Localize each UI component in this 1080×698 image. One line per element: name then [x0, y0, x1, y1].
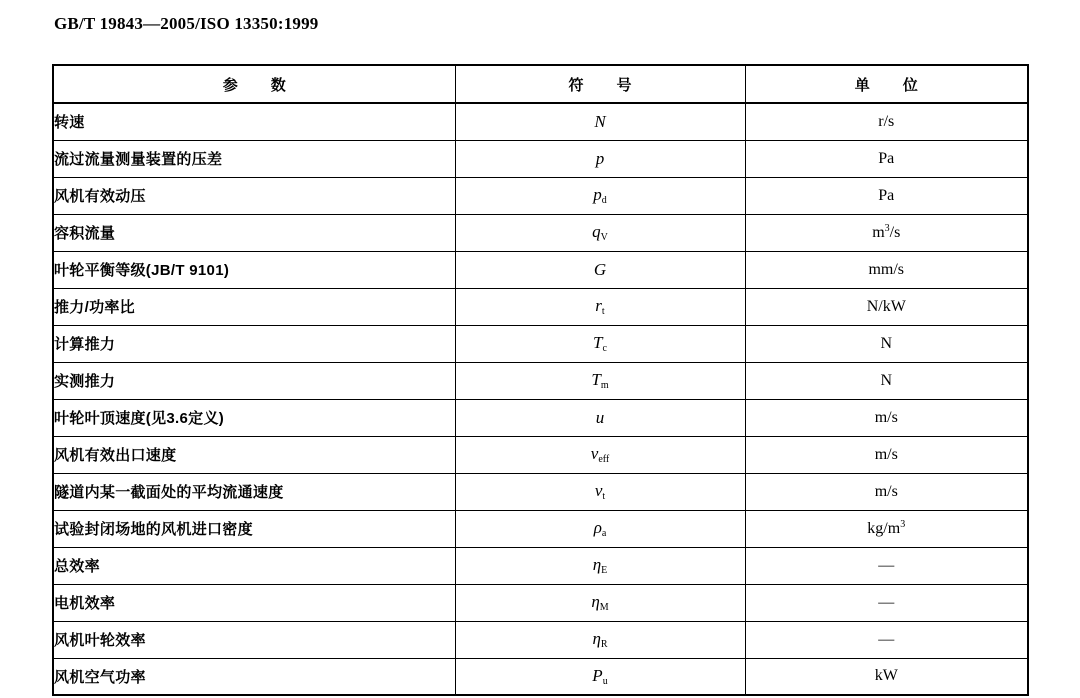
symbol-subscript: eff — [598, 454, 610, 465]
table-row — [53, 103, 1028, 140]
unit-label: $kg/m^3$ — [867, 519, 906, 537]
symbol-glyph: $\rho_a$ — [593, 518, 607, 539]
symbol-glyph: $v_t$ — [594, 481, 606, 502]
symbol-cell — [455, 584, 745, 621]
parameter-table-container — [52, 64, 1027, 696]
symbol-glyph: p — [595, 148, 605, 168]
table-row — [53, 325, 1028, 362]
symbol-subscript: E — [601, 565, 608, 576]
symbol-cell — [455, 510, 745, 547]
table-body — [53, 103, 1028, 695]
symbol-cell — [455, 177, 745, 214]
header-label-symbol: 符 号 — [568, 76, 641, 94]
parameter-cell: 总效率 — [53, 547, 455, 584]
table-row — [53, 288, 1028, 325]
symbol-glyph: $r_t$ — [595, 296, 605, 317]
table-header-row — [53, 65, 1028, 103]
symbol-glyph: $\eta_E$ — [592, 555, 608, 576]
unit-cell — [745, 251, 1028, 288]
symbol-cell — [455, 140, 745, 177]
symbol-glyph: $T_c$ — [593, 333, 607, 354]
symbol-cell — [455, 251, 745, 288]
parameter-cell: 风机有效动压 — [53, 177, 455, 214]
header-cell-parameter — [53, 65, 455, 103]
table-row — [53, 177, 1028, 214]
unit-cell — [745, 584, 1028, 621]
table-row — [53, 140, 1028, 177]
parameter-cell: 流过流量测量装置的压差 — [53, 140, 455, 177]
parameter-cell: 风机空气功率 — [53, 658, 455, 695]
unit-label: mm/s — [868, 260, 905, 278]
symbol-subscript: u — [602, 675, 608, 687]
symbol-cell — [455, 473, 745, 510]
parameter-cell: 推力/功率比 — [53, 288, 455, 325]
unit-label: — — [878, 556, 895, 574]
symbol-subscript: t — [602, 491, 606, 502]
symbol-subscript: c — [602, 343, 607, 354]
table-row — [53, 473, 1028, 510]
symbol-cell — [455, 621, 745, 658]
symbol-cell — [455, 214, 745, 251]
symbol-subscript: R — [600, 639, 608, 650]
unit-cell — [745, 473, 1028, 510]
unit-cell — [745, 140, 1028, 177]
symbol-subscript: m — [600, 380, 609, 391]
unit-label: Pa — [878, 186, 895, 204]
unit-label: N — [880, 371, 893, 389]
symbol-cell — [455, 547, 745, 584]
unit-label: m/s — [874, 482, 898, 500]
parameter-cell: 转速 — [53, 103, 455, 140]
unit-cell — [745, 436, 1028, 473]
unit-cell — [745, 399, 1028, 436]
table-row — [53, 436, 1028, 473]
table-row — [53, 251, 1028, 288]
parameter-table — [52, 64, 1029, 696]
symbol-subscript: t — [601, 306, 605, 317]
table-row — [53, 362, 1028, 399]
parameter-cell: 实测推力 — [53, 362, 455, 399]
table-row — [53, 214, 1028, 251]
symbol-glyph: u — [595, 407, 605, 427]
parameter-cell: 叶轮叶顶速度(见3.6定义) — [53, 399, 455, 436]
parameter-cell: 风机叶轮效率 — [53, 621, 455, 658]
symbol-cell — [455, 362, 745, 399]
unit-cell — [745, 658, 1028, 695]
unit-cell — [745, 325, 1028, 362]
header-label-parameter: 参 数 — [222, 76, 295, 94]
symbol-cell — [455, 325, 745, 362]
symbol-glyph: $T_m$ — [591, 370, 609, 391]
parameter-cell: 计算推力 — [53, 325, 455, 362]
symbol-glyph: $v_{eff}$ — [590, 444, 610, 465]
symbol-glyph: N — [594, 111, 606, 131]
parameter-cell: 容积流量 — [53, 214, 455, 251]
unit-cell — [745, 288, 1028, 325]
table-row — [53, 399, 1028, 436]
symbol-subscript: V — [600, 232, 608, 243]
symbol-glyph: G — [593, 259, 607, 279]
unit-label: Pa — [878, 149, 895, 167]
table-row — [53, 584, 1028, 621]
table-row — [53, 510, 1028, 547]
symbol-glyph: $P_u$ — [592, 665, 608, 687]
unit-label: N — [880, 334, 893, 352]
symbol-cell — [455, 399, 745, 436]
parameter-cell: 风机有效出口速度 — [53, 436, 455, 473]
symbol-subscript: d — [601, 195, 607, 206]
unit-label: $m^3/s$ — [872, 223, 901, 241]
unit-cell — [745, 214, 1028, 251]
unit-label: — — [878, 593, 895, 611]
table-row — [53, 547, 1028, 584]
unit-cell — [745, 547, 1028, 584]
symbol-glyph: $\eta_R$ — [592, 629, 608, 650]
symbol-glyph: $q_V$ — [592, 222, 608, 243]
parameter-cell: 电机效率 — [53, 584, 455, 621]
symbol-subscript: M — [599, 602, 609, 613]
unit-cell — [745, 177, 1028, 214]
table-row — [53, 658, 1028, 695]
header-cell-unit — [745, 65, 1028, 103]
unit-cell — [745, 510, 1028, 547]
header-cell-symbol — [455, 65, 745, 103]
header-label-unit: 单 位 — [854, 76, 927, 94]
parameter-cell: 隧道内某一截面处的平均流通速度 — [53, 473, 455, 510]
unit-label: N/kW — [866, 297, 906, 315]
symbol-glyph: $\eta_M$ — [591, 592, 609, 613]
unit-cell — [745, 362, 1028, 399]
unit-label: — — [878, 630, 895, 648]
unit-cell — [745, 103, 1028, 140]
unit-label: m/s — [874, 408, 898, 426]
symbol-glyph: $p_d$ — [593, 185, 607, 206]
symbol-cell — [455, 103, 745, 140]
symbol-subscript: a — [601, 528, 607, 539]
symbol-cell — [455, 436, 745, 473]
table-row — [53, 621, 1028, 658]
symbol-cell — [455, 288, 745, 325]
unit-cell — [745, 621, 1028, 658]
unit-label: r/s — [878, 112, 895, 130]
parameter-cell: 试验封闭场地的风机进口密度 — [53, 510, 455, 547]
unit-label: kW — [874, 667, 898, 685]
standard-number-header: GB/T 19843—2005/ISO 13350:1999 — [54, 14, 319, 33]
unit-label: m/s — [874, 445, 898, 463]
symbol-cell — [455, 658, 745, 695]
parameter-cell: 叶轮平衡等级(JB/T 9101) — [53, 251, 455, 288]
